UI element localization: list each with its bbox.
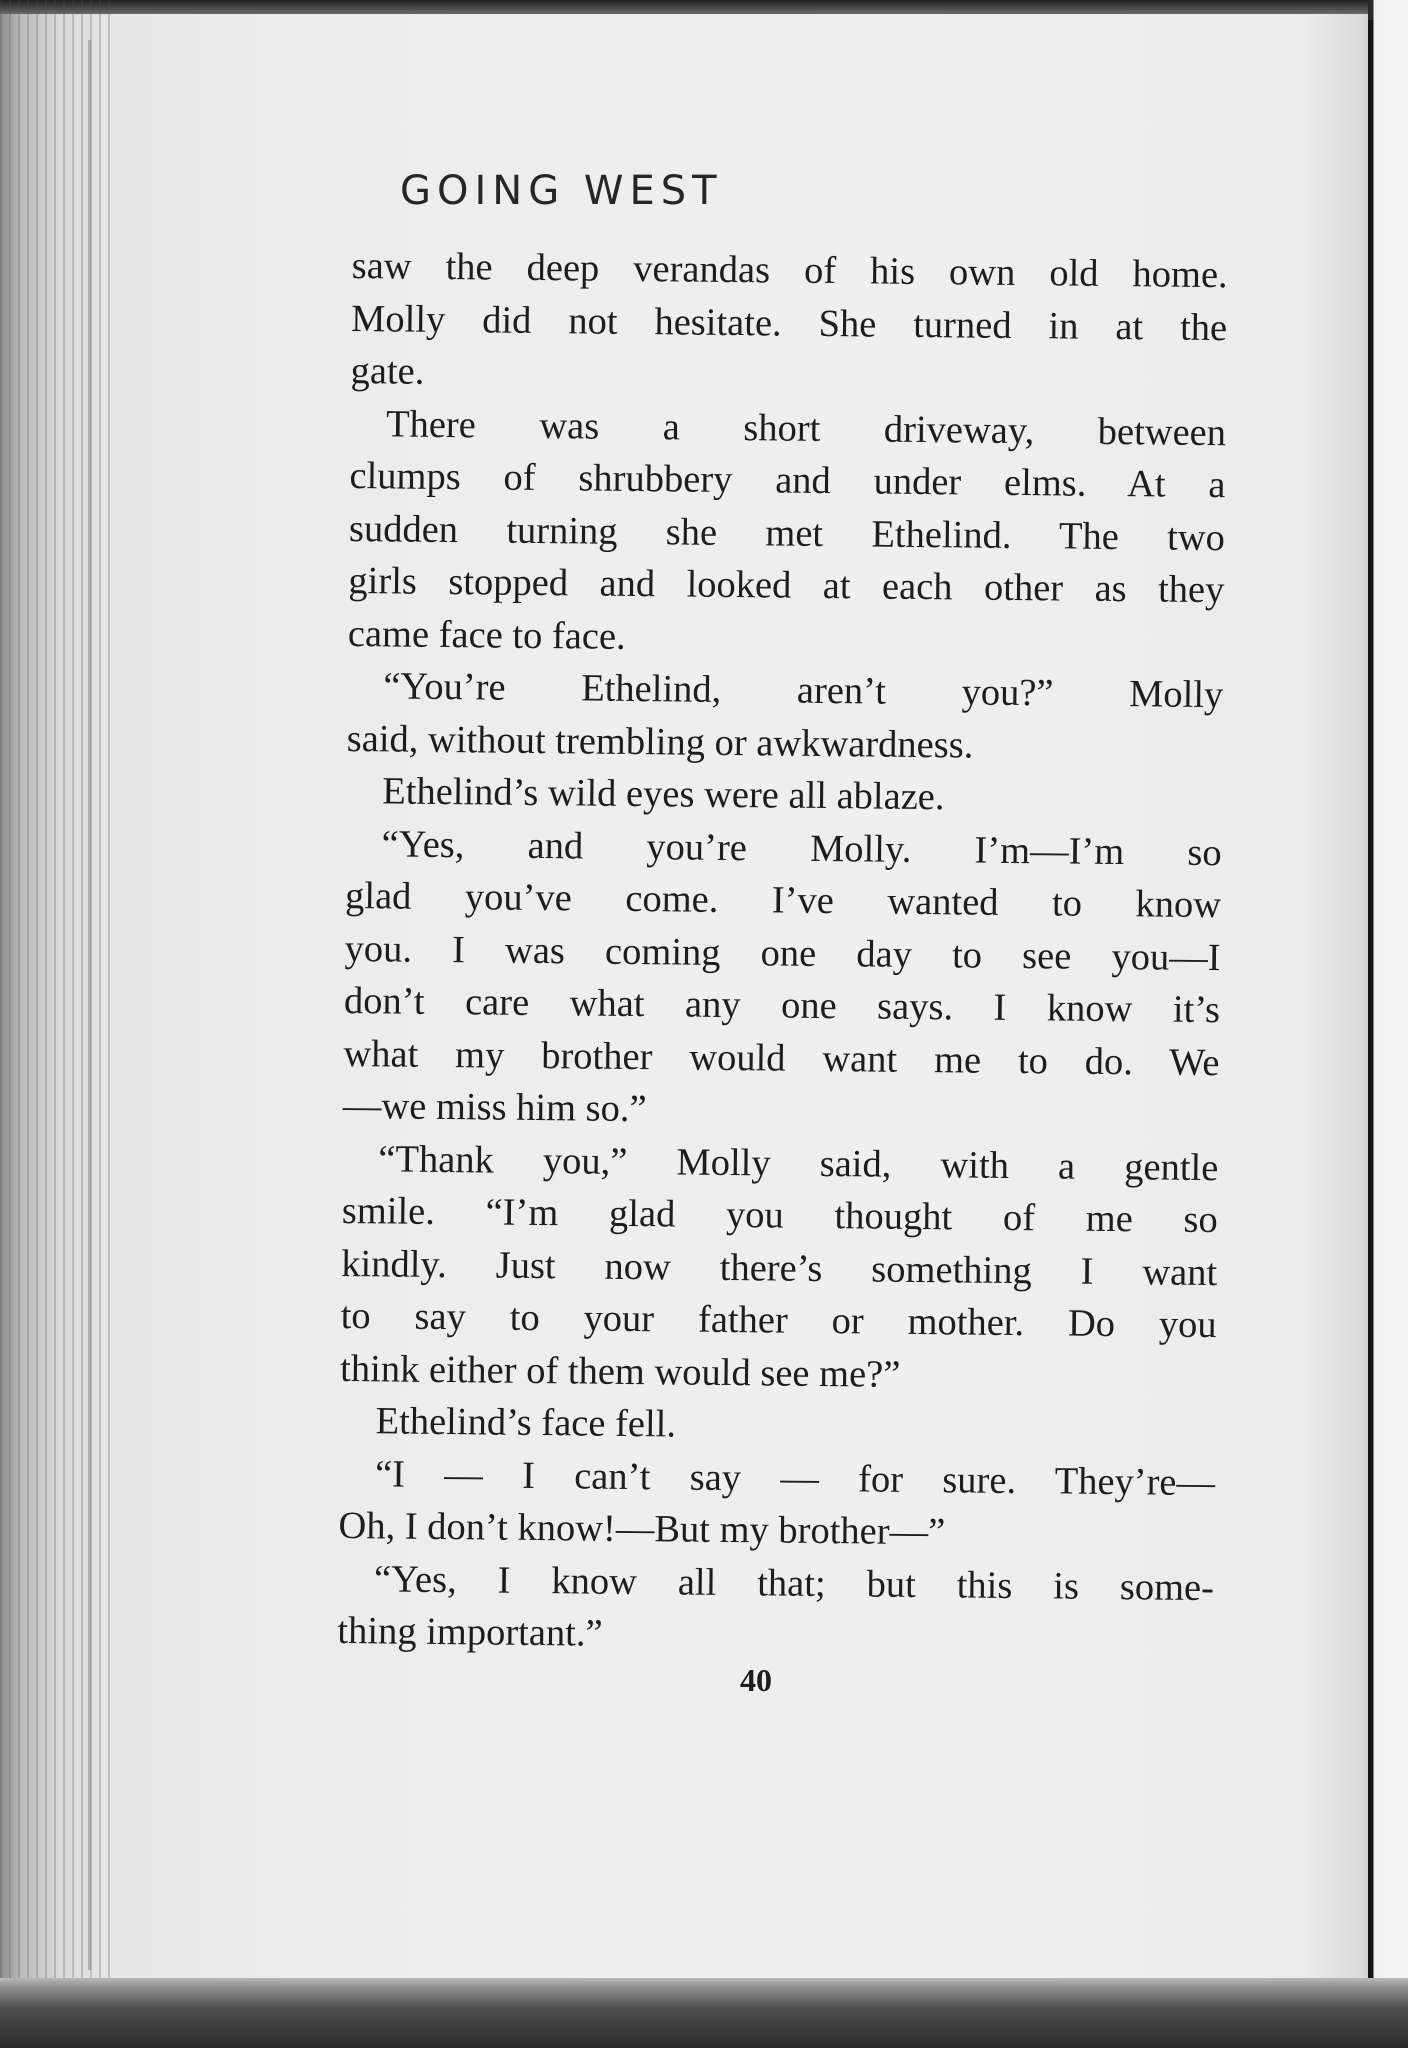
text-line: thing important.” [337, 1609, 603, 1655]
text-line: said, without trembling or awkwardness. [346, 717, 974, 767]
text-line: Oh, I don’t know!—But my brother—” [338, 1504, 946, 1554]
text-line: what my brother would want me to do. We [343, 1032, 1220, 1084]
facing-page-edge [1368, 0, 1408, 2048]
text-line: sudden turning she met Ethelind. The two [348, 507, 1226, 559]
running-head: GOING WEST [400, 168, 723, 214]
text-line: glad you’ve come. I’ve wanted to know [344, 874, 1222, 927]
text-line: think either of them would see me?” [339, 1347, 901, 1396]
text-line: —we miss him so.” [342, 1084, 647, 1131]
text-line: saw the deep verandas of his own old home. [351, 244, 1228, 297]
text-line: Ethelind’s face fell. [375, 1400, 677, 1446]
text-line: “You’re Ethelind, aren’t you?” Molly [383, 665, 1224, 717]
text-line: “Thank you,” Molly said, with a gentle [378, 1137, 1219, 1189]
text-line: clumps of shrubbery and under elms. At a [349, 454, 1226, 507]
page-number: 40 [740, 1662, 772, 1698]
text-line: “Yes, and you’re Molly. I’m—I’m so [381, 822, 1222, 874]
text-line: you. I was coming one day to see you—I [344, 927, 1221, 979]
page-stack-edge [0, 0, 110, 2048]
gutter-line [88, 40, 91, 1970]
text-line: to say to your father or mother. Do you [340, 1294, 1217, 1347]
body-text [337, 240, 1228, 1667]
text-line: Molly did not hesitate. She turned in at the [350, 297, 1228, 349]
text-line: came face to face. [347, 612, 626, 658]
scan-bottom-edge [0, 1978, 1408, 2048]
text-line: girls stopped and looked at each other as they [348, 559, 1225, 612]
text-line: kindly. Just now there’s something I want [341, 1242, 1218, 1294]
text-line: “Yes, I know all that; but this is some- [373, 1557, 1215, 1609]
text-line: There was a short driveway, between [385, 402, 1227, 454]
text-line: don’t care what any one says. I know it’s [343, 979, 1221, 1032]
text-line: smile. “I’m glad you thought of me so [341, 1189, 1219, 1242]
text-line: Ethelind’s wild eyes were all ablaze. [382, 770, 945, 819]
text-line: “I — I can’t say — for sure. They’re— [374, 1452, 1216, 1504]
text-line: gate. [350, 349, 425, 393]
scan-top-shadow [0, 0, 1408, 14]
